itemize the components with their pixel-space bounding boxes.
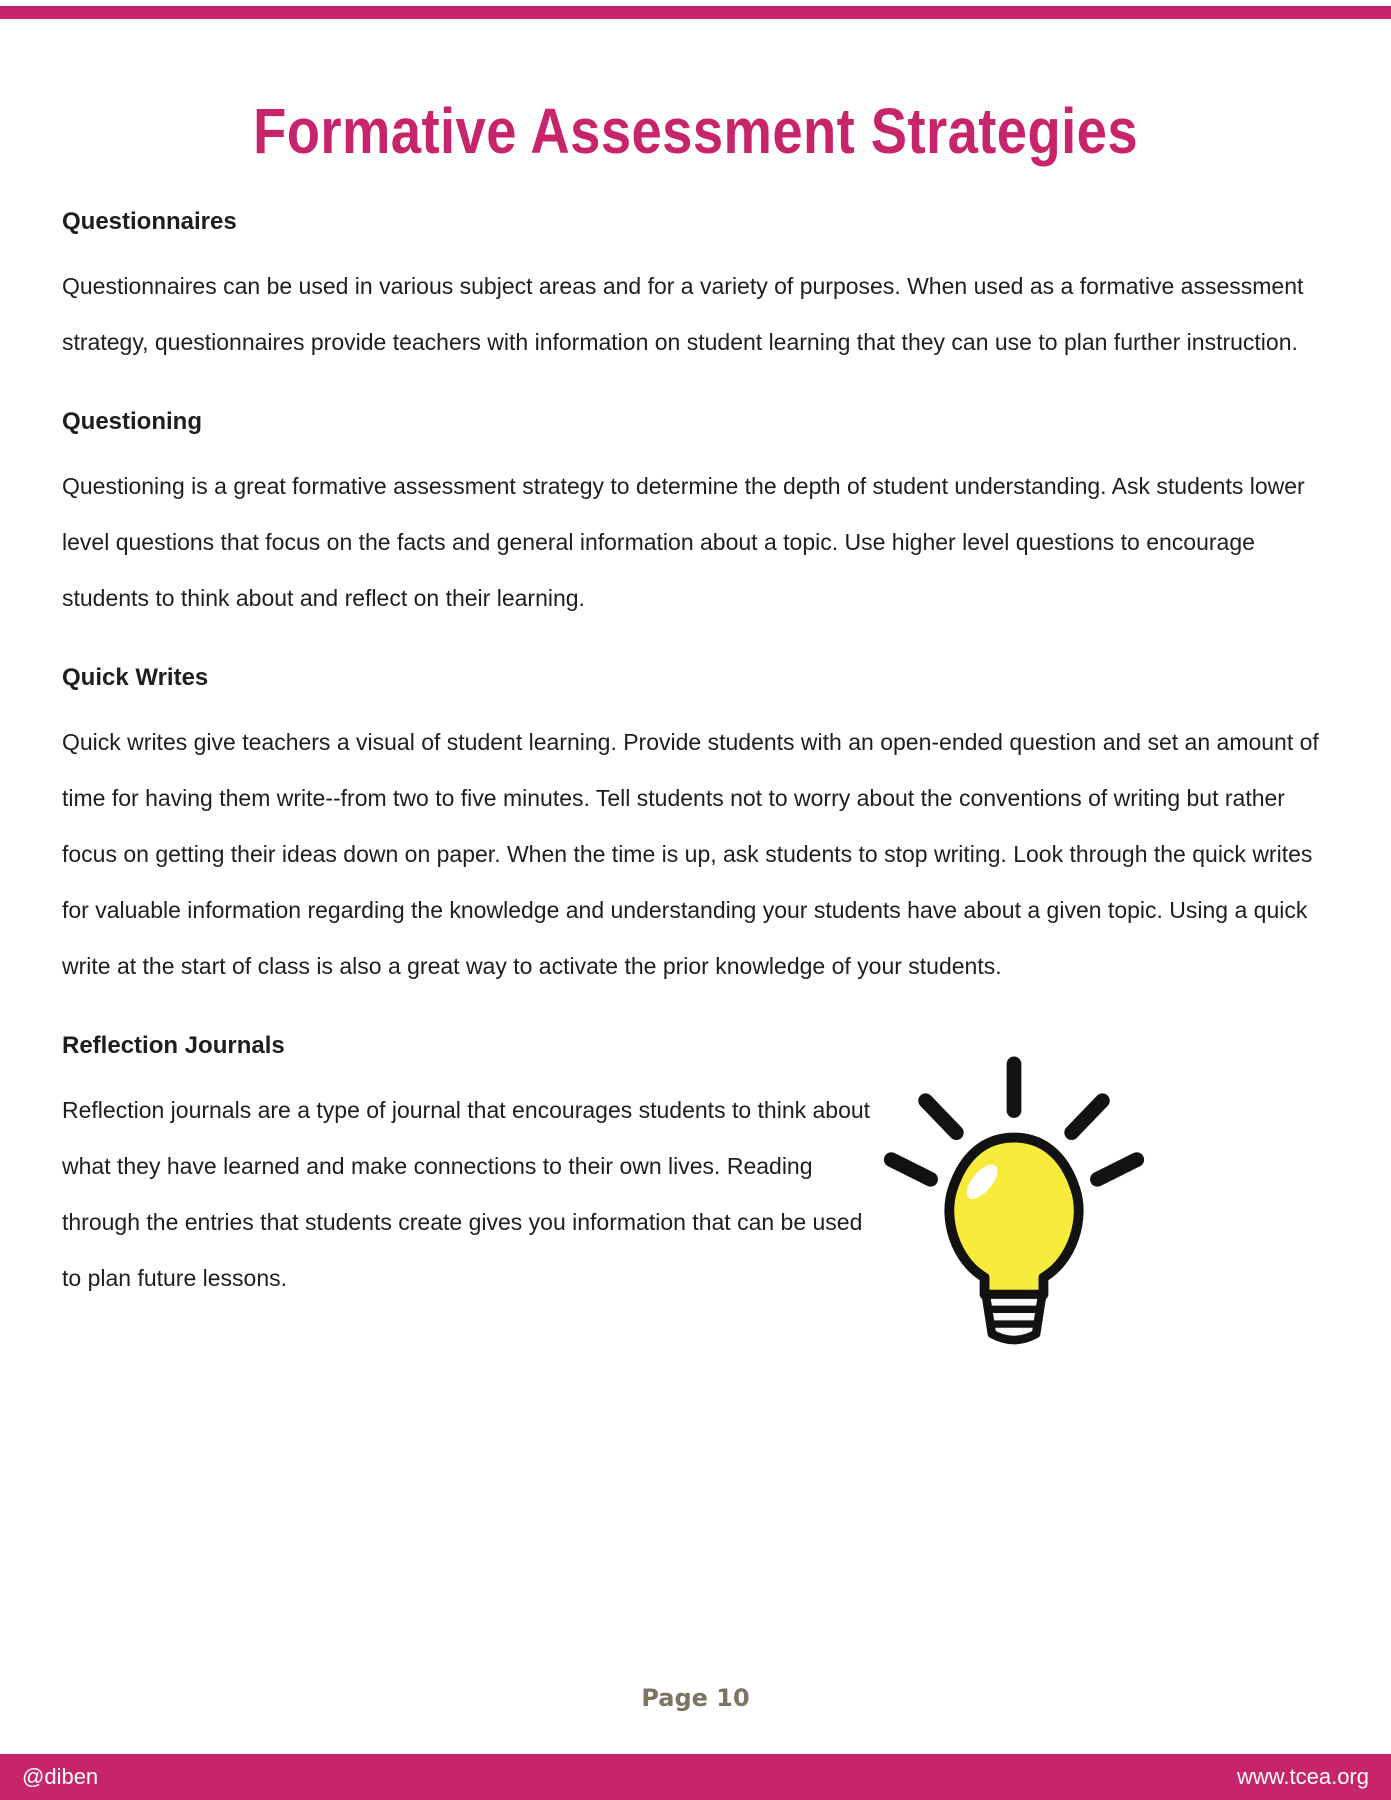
section-questioning — [62, 406, 1329, 626]
page-number: Page 10 — [641, 1684, 750, 1712]
section-heading: Questioning — [62, 408, 202, 435]
document-body — [62, 206, 1329, 1356]
section-questionnaires — [62, 206, 1329, 370]
section-paragraph: Reflection journals are a type of journal that encourages students to think about what they have learned and make connections to their own lives. Reading through the entries that students create gives you information that can be used to plan future lessons. — [62, 1097, 871, 1291]
footer-author-handle: @diben — [22, 1764, 99, 1789]
section-paragraph: Questioning is a great formative assessment strategy to determine the depth of student understanding. Ask students lower level questions that focus on the facts and general information about a topic. Use higher level questions to encourage students to think about and reflect on their learning. — [62, 473, 1305, 611]
page-title-text: Formative Assessment Strategies — [253, 95, 1138, 167]
lightbulb-icon — [879, 1032, 1149, 1356]
footer-bar — [0, 1754, 1391, 1800]
section-heading: Reflection Journals — [62, 1032, 285, 1059]
top-accent-bar — [0, 6, 1391, 19]
section-quick-writes — [62, 662, 1329, 994]
section-heading: Questionnaires — [62, 208, 237, 235]
section-heading: Quick Writes — [62, 664, 209, 691]
section-paragraph: Quick writes give teachers a visual of student learning. Provide students with an open-ended question and set an amount of time for having them write--from two to five minutes. Tell students not to worry about the conventions of writing but rather focus on getting their ideas down on paper. When the time is up, ask students to stop writing. Look through the quick writes for valuable information regarding the knowledge and understanding your students have about a given topic. Using a quick write at the start of class is also a great way to activate the prior knowledge of your students. — [62, 729, 1319, 979]
section-paragraph: Questionnaires can be used in various subject areas and for a variety of purposes. When used as a formative assessment strategy, questionnaires provide teachers with information on student learning that they can use to plan further instruction. — [62, 273, 1304, 355]
footer-website-link[interactable]: www.tcea.org — [1236, 1764, 1369, 1789]
lightbulb-figure — [879, 1030, 1329, 1356]
page-title — [0, 94, 1391, 168]
section-reflection-journals — [62, 1030, 1329, 1306]
